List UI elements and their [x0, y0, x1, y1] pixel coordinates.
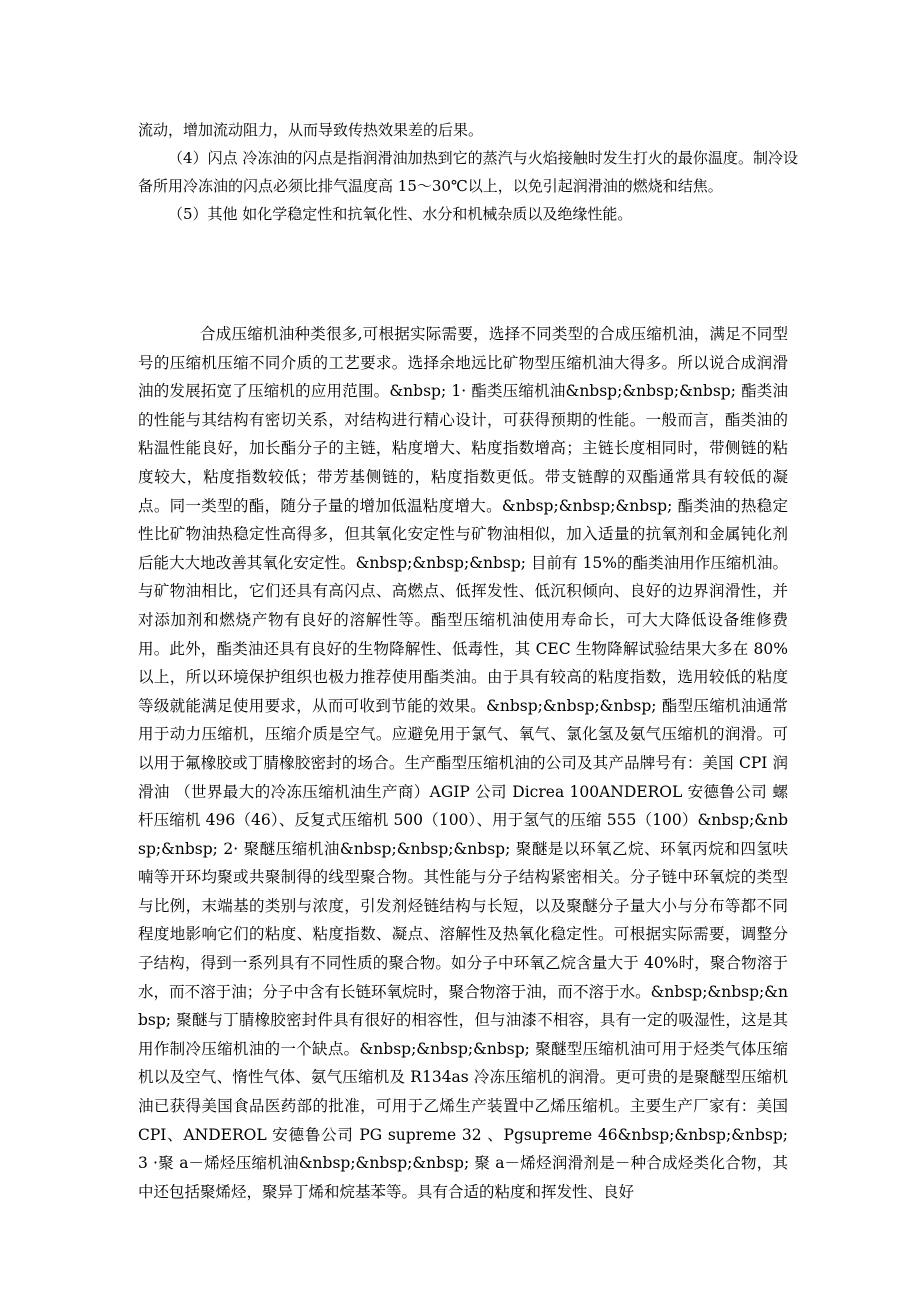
synthetic-compressor-oil-section: [138, 320, 788, 1206]
other-properties-paragraph: （5）其他 如化学稳定性和抗氧化性、水分和机械杂质以及绝缘性能。: [168, 205, 633, 223]
synthetic-oil-paragraph: 合成压缩机油种类很多,可根据实际需要，选择不同类型的合成压缩机油，满足不同型号的压缩机压缩不同介质的工艺要求。选择余地远比矿物型压缩机油大得多。所以说合成润滑油的发展拓宽了压缩机的应用范围。&nbsp; 1· 酯类压缩机油&nbsp;&nbsp;&nbsp; 酯类油的性能与其结构有密切关系，对结构进行精心设计，可获得预期的性能。一般而言，酯类油的粘温性能良好，加长酯分子的主链，粘度增大、粘度指数增高；主链长度相同时，带侧链的粘度较大，粘度指数较低；带芳基侧链的，粘度指数更低。带支链醇的双酯通常具有较低的凝点。同一类型的酯，随分子量的增加低温粘度增大。&nbsp;&nbsp;&nbsp; 酯类油的热稳定性比矿物油热稳定性高得多，但其氧化安定性与矿物油相似，加入适量的抗氧剂和金属钝化剂后能大大地改善其氧化安定性。&nbsp;&nbsp;&nbsp; 目前有 15%的酯类油用作压缩机油。与矿物油相比，它们还具有高闪点、高燃点、低挥发性、低沉积倾向、良好的边界润滑性，并对添加剂和燃烧产物有良好的溶解性等。酯型压缩机油使用寿命长，可大大降低设备维修费用。此外，酯类油还具有良好的生物降解性、低毒性，其 CEC 生物降解试验结果大多在 80%以上，所以环境保护组织也极力推荐使用酯类油。由于具有较高的粘度指数，选用较低的粘度等级就能满足使用要求，从而可收到节能的效果。&nbsp;&nbsp;&nbsp; 酯型压缩机油通常用于动力压缩机，压缩介质是空气。应避免用于氯气、氧气、氯化氢及氨气压缩机的润滑。可以用于氟橡胶或丁腈橡胶密封的场合。生产酯型压缩机油的公司及其产品牌号有：美国 CPI 润滑油 （世界最大的冷冻压缩机油生产商）AGIP 公司 Dicrea 100ANDEROL 安德鲁公司 螺杆压缩机 496（46）、反复式压缩机 500（100）、用于氢气的压缩 555（100）&nbsp;&nbsp;&nbsp; 2· 聚醚压缩机油&nbsp;&nbsp;&nbsp; 聚醚是以环氧乙烷、环氧丙烷和四氢呋喃等开环均聚或共聚制得的线型聚合物。其性能与分子结构紧密相关。分子链中环氧烷的类型与比例，末端基的类别与浓度，引发剂烃链结构与长短，以及聚醚分子量大小与分布等都不同程度地影响它们的粘度、粘度指数、凝点、溶解性及热氧化稳定性。可根据实际需要，调整分子结构，得到一系列具有不同性质的聚合物。如分子中环氧乙烷含量大于 40%时，聚合物溶于水，而不溶于油；分子中含有长链环氧烷时，聚合物溶于油，而不溶于水。&nbsp;&nbsp;&nbsp; 聚醚与丁腈橡胶密封件具有很好的相容性，但与油漆不相容，具有一定的吸湿性，这是其用作制冷压缩机油的一个缺点。&nbsp;&nbsp;&nbsp; 聚醚型压缩机油可用于烃类气体压缩机以及空气、惰性气体、氨气压缩机及 R134as 冷冻压缩机的润滑。更可贵的是聚醚型压缩机油已获得美国食品医药部的批准，可用于乙烯生产装置中乙烯压缩机。主要生产厂家有：美国 CPI、ANDEROL 安德鲁公司 PG supreme 32 、Pgsupreme 46&nbsp;&nbsp;&nbsp; 3 ·聚 a－烯烃压缩机油&nbsp;&nbsp;&nbsp; 聚 a－烯烃润滑剂是－种合成烃类化合物，其中还包括聚烯烃，聚异丁烯和烷基苯等。具有合适的粘度和挥发性、良好: [138, 325, 788, 1201]
continuation-paragraph: 流动，增加流动阻力，从而导致传热效果差的后果。: [138, 121, 484, 139]
flash-point-paragraph: （4）闪点 冷冻油的闪点是指润滑油加热到它的蒸汽与火焰接触时发生打火的最你温度。制冷设备所用冷冻油的闪点必须比排气温度高 15～30℃以上，以免引起润滑油的燃烧和结焦。: [138, 149, 798, 195]
lubricant-properties-section: [138, 116, 798, 228]
